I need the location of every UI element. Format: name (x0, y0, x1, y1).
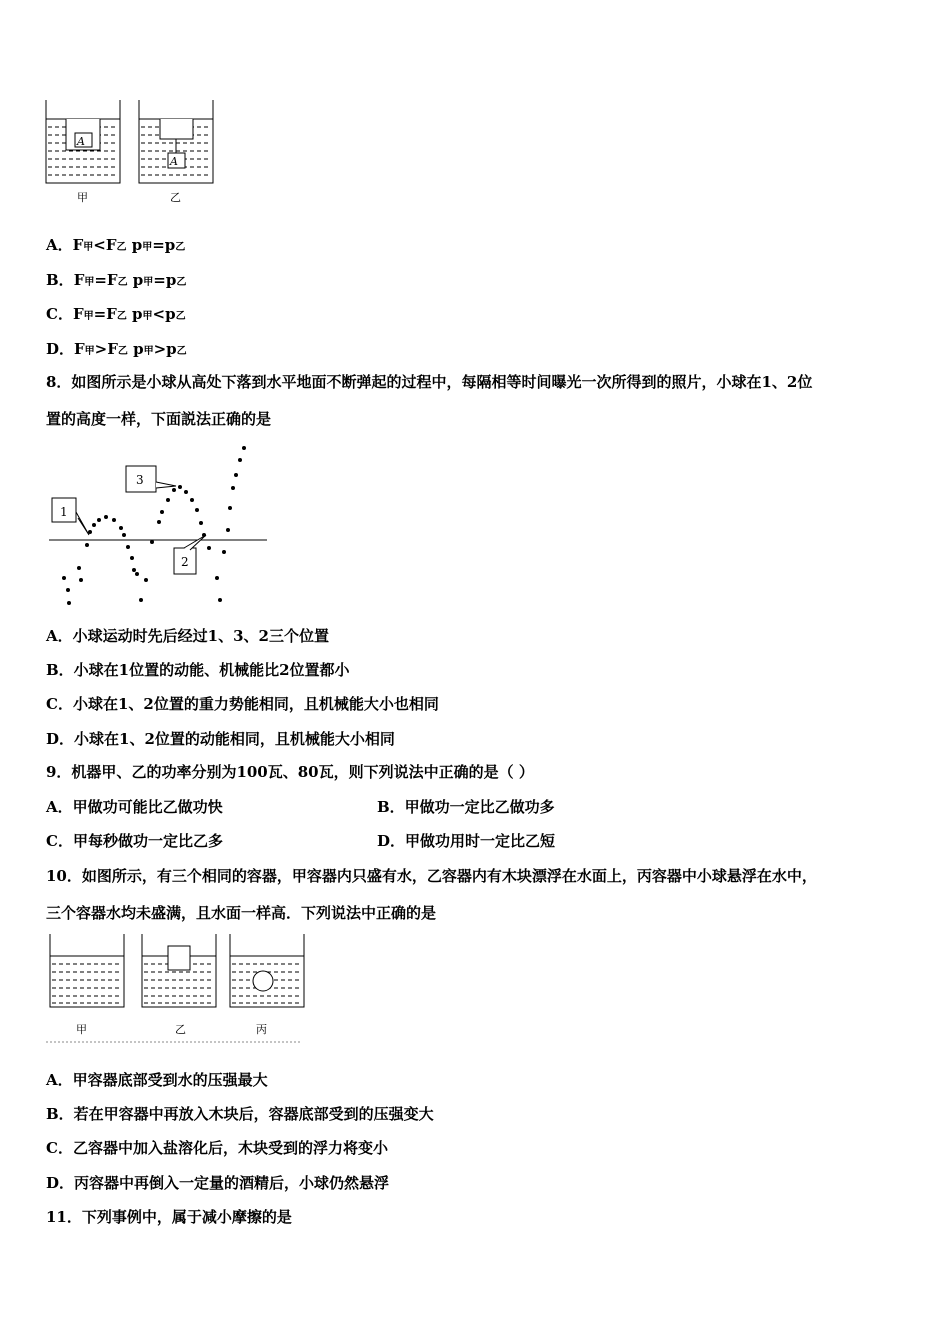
q8-option-c: C．小球在1、2位置的重力势能相同，且机械能大小也相同 (46, 695, 439, 713)
block-label-a: A (77, 135, 85, 148)
q8-option-b: B．小球在1位置的动能、机械能比2位置都小 (46, 661, 350, 679)
figure-bouncing-ball (44, 440, 274, 605)
position-label-3: 3 (136, 473, 144, 487)
position-label-1: 1 (60, 505, 68, 519)
label-yi: 乙 (175, 1023, 186, 1036)
q10-option-a: A．甲容器底部受到水的压强最大 (46, 1071, 268, 1089)
label-bing: 丙 (256, 1023, 267, 1036)
q9-option-d: D．甲做功用时一定比乙短 (377, 832, 556, 850)
position-label-2: 2 (181, 555, 189, 569)
q9-option-a: A．甲做功可能比乙做功快 (46, 798, 223, 816)
q7-option-b: B．F甲=F乙 p甲=p乙 (46, 271, 187, 289)
q8-stem-line2: 置的高度一样，下面説法正确的是 (46, 410, 272, 428)
q10-option-d: D．丙容器中再倒入一定量的酒精后，小球仍然悬浮 (46, 1174, 390, 1192)
q8-option-a: A．小球运动时先后经过1、3、2三个位置 (46, 627, 329, 645)
label-yi: 乙 (170, 191, 181, 204)
q10-stem-line2: 三个容器水均未盛满，且水面一样高．下列说法中正确的是 (46, 904, 437, 922)
q9-option-b: B．甲做功一定比乙做功多 (377, 798, 555, 816)
figure-two-containers (40, 95, 225, 210)
q9-stem: 9．机器甲、乙的功率分别为100瓦、80瓦，则下列说法中正确的是（ ） (46, 763, 534, 781)
q7-option-d: D．F甲>F乙 p甲>p乙 (46, 340, 187, 358)
q8-option-d: D．小球在1、2位置的动能相同，且机械能大小相同 (46, 730, 395, 748)
q11-stem: 11．下列事例中，属于减小摩擦的是 (46, 1208, 292, 1226)
q9-option-c: C．甲每秒做功一定比乙多 (46, 832, 223, 850)
q8-stem-line1: 8．如图所示是小球从高处下落到水平地面不断弹起的过程中，每隔相等时间曝光一次所得到的照片，小球在1、2位 (46, 373, 813, 391)
block-label-b: A (170, 155, 178, 168)
q10-stem-line1: 10．如图所示，有三个相同的容器，甲容器内只盛有水，乙容器内有木块漂浮在水面上，丙容器中小球悬浮在水中， (46, 867, 817, 885)
q7-option-c: C．F甲=F乙 p甲<p乙 (46, 305, 186, 323)
figure-three-containers (44, 932, 306, 1047)
label-jia: 甲 (76, 1023, 87, 1036)
label-jia: 甲 (77, 191, 88, 204)
q10-option-b: B．若在甲容器中再放入木块后，容器底部受到的压强变大 (46, 1105, 434, 1123)
q7-option-a: A．F甲<F乙 p甲=p乙 (46, 236, 186, 254)
q10-option-c: C．乙容器中加入盐溶化后，木块受到的浮力将变小 (46, 1139, 388, 1157)
